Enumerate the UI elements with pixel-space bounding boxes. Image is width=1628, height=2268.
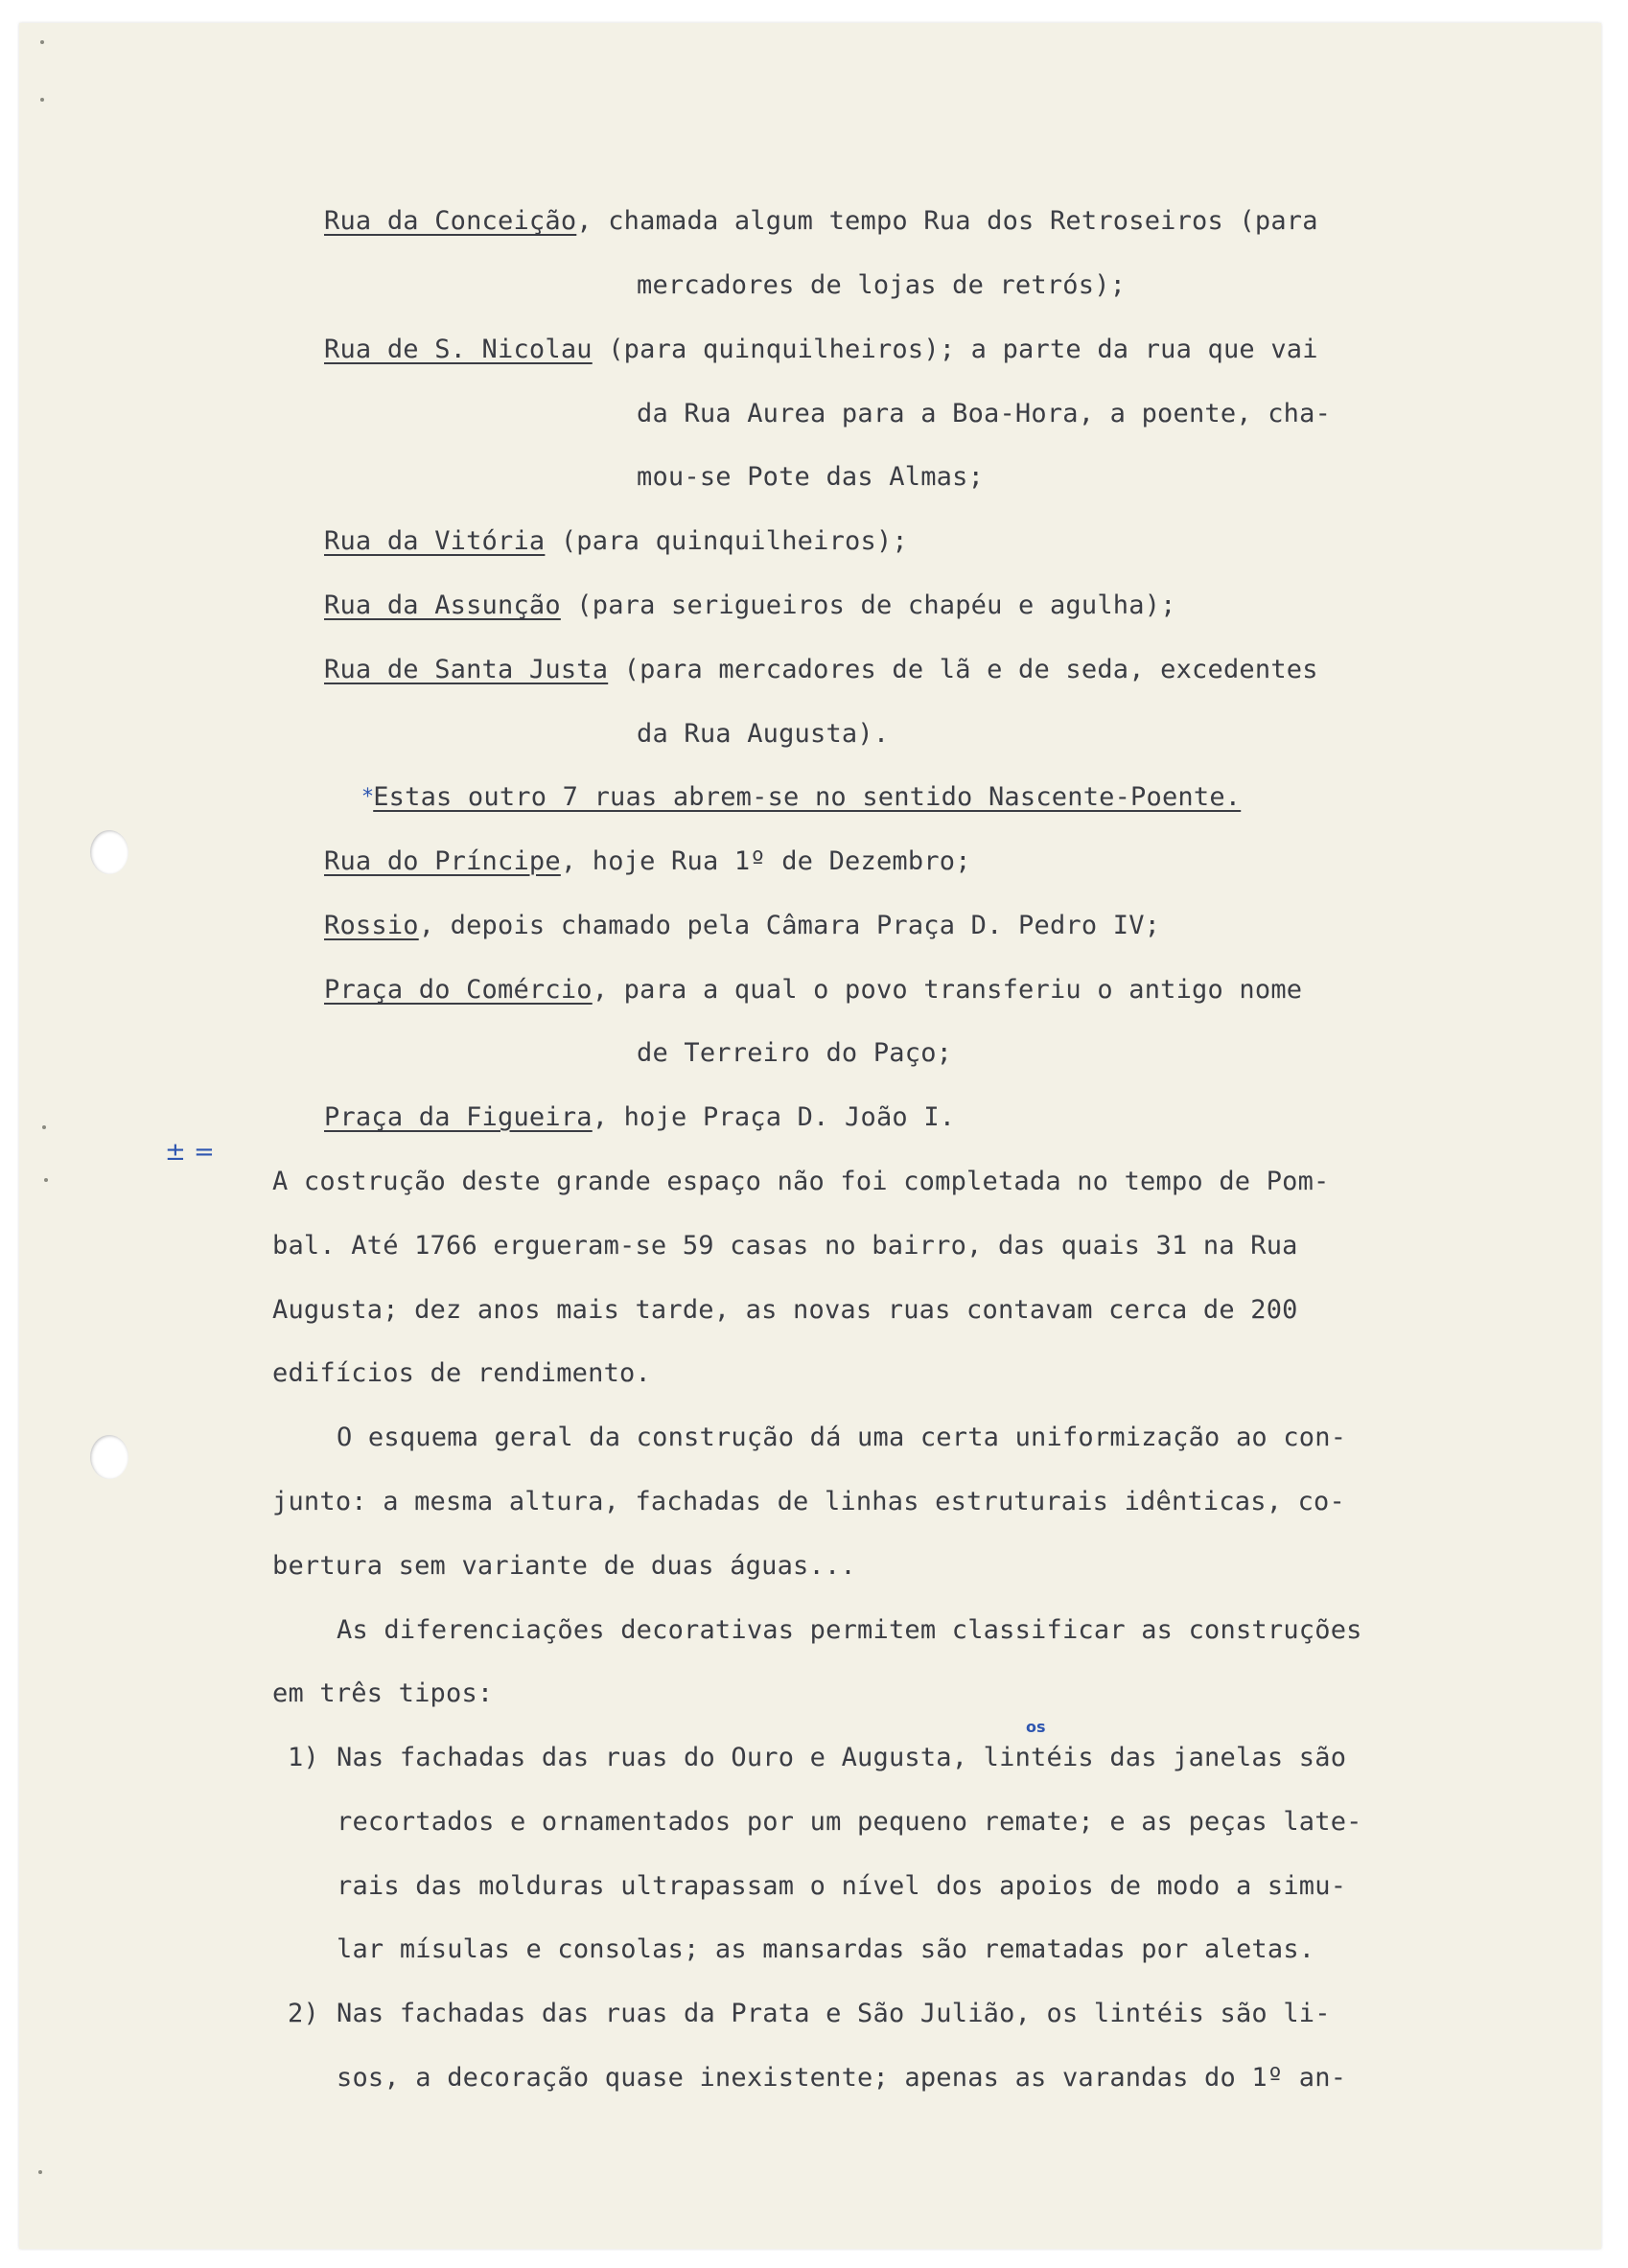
street-description: , chamada algum tempo Rua dos Retroseiros (para <box>576 206 1318 236</box>
list-item-line: lar mísulas e consolas; as mansardas são rematadas por aletas. <box>337 1934 1315 1964</box>
street-description: (para quinquilheiros); <box>545 526 908 556</box>
list-item-line: rais das molduras ultrapassam o nível dos apoios de modo a simu- <box>337 1871 1347 1901</box>
street-line <box>324 334 1318 366</box>
square-line <box>324 910 1160 942</box>
speck <box>40 98 44 102</box>
square-line <box>324 845 971 878</box>
speck <box>44 1178 48 1182</box>
street-line <box>324 205 1318 238</box>
paragraph-line: em três tipos: <box>272 1678 494 1708</box>
street-line-cont: da Rua Aurea para a Boa-Hora, a poente, cha- <box>637 399 1332 428</box>
street-line <box>324 590 1176 622</box>
square-description: , para a qual o povo transferiu o antigo nome <box>592 975 1303 1005</box>
paragraph-line: bertura sem variante de duas águas... <box>272 1551 856 1581</box>
paragraph-line: junto: a mesma altura, fachadas de linhas estruturais idênticas, co- <box>272 1487 1345 1516</box>
street-name: Rua da Conceição <box>324 206 577 236</box>
square-line <box>324 1101 955 1134</box>
list-item-line: Nas fachadas das ruas do Ouro e Augusta, lintéis das janelas são <box>337 1743 1347 1772</box>
square-line-cont: de Terreiro do Paço; <box>637 1038 953 1068</box>
paragraph-line: bal. Até 1766 ergueram-se 59 casas no bairro, das quais 31 na Rua <box>272 1231 1298 1261</box>
street-name: Rua da Vitória <box>324 526 546 556</box>
street-description: (para quinquilheiros); a parte da rua que vai <box>592 335 1318 364</box>
street-description: (para serigueiros de chapéu e agulha); <box>560 590 1176 620</box>
list-item-line: recortados e ornamentados por um pequeno remate; e as peças late- <box>337 1807 1362 1837</box>
square-name: Rua do Príncipe <box>324 846 561 876</box>
list-item-line: Nas fachadas das ruas da Prata e São Julião, os lintéis são li- <box>337 1999 1331 2028</box>
street-line-cont: da Rua Augusta). <box>637 719 890 749</box>
list-number: 2) <box>288 1999 319 2028</box>
list-number: 1) <box>288 1743 319 1772</box>
paragraph-line: Augusta; dez anos mais tarde, as novas ruas contavam cerca de 200 <box>272 1295 1298 1325</box>
note-line <box>362 781 1241 814</box>
asterisk-mark: * <box>362 785 374 809</box>
paragraph-line: edifícios de rendimento. <box>272 1358 651 1388</box>
square-name: Praça da Figueira <box>324 1102 593 1132</box>
speck <box>40 40 44 44</box>
square-name: Rossio <box>324 911 419 940</box>
paragraph-line: O esquema geral da construção dá uma certa uniformização ao con- <box>337 1423 1347 1452</box>
street-name: Rua de Santa Justa <box>324 655 609 684</box>
list-item-line: sos, a decoração quase inexistente; apenas as varandas do 1º an- <box>337 2063 1347 2093</box>
street-line-cont: mou-se Pote das Almas; <box>637 462 985 492</box>
street-description: (para mercadores de lã e de seda, excedentes <box>608 655 1318 684</box>
document-page <box>19 23 1601 2249</box>
street-name: Rua da Assunção <box>324 590 561 620</box>
punch-hole <box>90 1435 128 1479</box>
paragraph-line: A costrução deste grande espaço não foi completada no tempo de Pom- <box>272 1167 1330 1196</box>
street-line-cont: mercadores de lojas de retrós); <box>637 270 1127 300</box>
speck <box>42 1125 46 1129</box>
punch-hole <box>90 830 128 874</box>
square-description: , hoje Rua 1º de Dezembro; <box>560 846 971 876</box>
street-name: Rua de S. Nicolau <box>324 335 593 364</box>
paragraph-line: As diferenciações decorativas permitem classificar as construções <box>337 1615 1362 1645</box>
square-line <box>324 974 1302 1007</box>
square-name: Praça do Comércio <box>324 975 593 1005</box>
margin-mark: ± = <box>165 1138 215 1167</box>
square-description: , depois chamado pela Câmara Praça D. Pedro IV; <box>418 911 1161 940</box>
street-line <box>324 654 1318 686</box>
speck <box>38 2170 42 2174</box>
street-line <box>324 525 908 558</box>
note-text: Estas outro 7 ruas abrem-se no sentido Nascente-Poente. <box>373 782 1242 812</box>
square-description: , hoje Praça D. João I. <box>592 1102 956 1132</box>
insertion-mark: os <box>1026 1718 1046 1736</box>
